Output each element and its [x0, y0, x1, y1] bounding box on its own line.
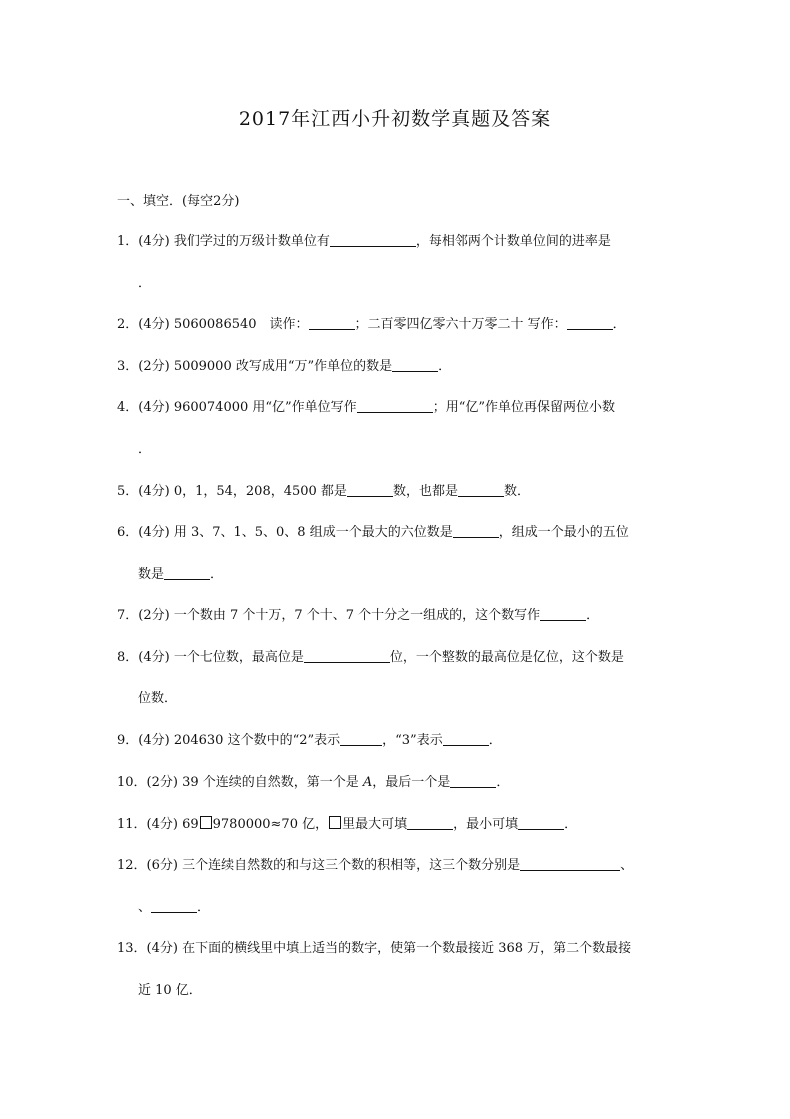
question-text: 、	[620, 858, 634, 873]
question-text: 2．(4分) 5060086540 读作：	[117, 317, 309, 332]
question-text: ．	[197, 900, 211, 915]
answer-blank	[567, 317, 613, 330]
question-text: 1．(4分) 我们学过的万级计数单位有	[117, 234, 330, 249]
answer-blank	[450, 775, 496, 788]
page-title: 2017年江西小升初数学真题及答案	[238, 108, 552, 130]
answer-blank	[443, 733, 489, 746]
question-12	[117, 858, 633, 874]
question-text: 数是	[138, 567, 165, 582]
answer-blank	[309, 317, 355, 330]
question-13	[117, 941, 631, 957]
question-11	[117, 816, 577, 833]
answer-blank	[164, 567, 210, 580]
question-text: 7．(2分) 一个数由 7 个十万，7 个十、7 个十分之一组成的，这个数写作	[117, 608, 541, 623]
question-text: ．	[138, 442, 152, 457]
question-7	[117, 608, 599, 624]
question-text: 位，一个整数的最高位是亿位，这个数是	[389, 650, 624, 665]
question-text: 8．(4分) 一个七位数，最高位是	[117, 650, 304, 665]
answer-blank	[540, 608, 586, 621]
question-text: ，最后一个是	[372, 775, 451, 790]
question-5	[117, 484, 530, 500]
empty-box-icon	[329, 816, 341, 829]
section-heading: 一、填空．(每空2分)	[117, 194, 240, 209]
question-text: 里最大可填	[342, 817, 408, 832]
question-text: ．	[138, 276, 152, 291]
question-text: ．	[496, 775, 510, 790]
question-10	[117, 775, 509, 791]
question-text: ．	[488, 733, 502, 748]
question-6	[117, 525, 629, 541]
question-text: 4．(4分) 960074000 用“亿”作单位写作	[117, 400, 357, 415]
question-text: 13．(4分) 在下面的横线里中填上适当的数字，使第一个数最接近 368 万，第二个数最接	[117, 941, 632, 956]
question-text: 5．(4分) 0，1，54，208，4500 都是	[117, 484, 347, 499]
question-text: ．	[586, 608, 600, 623]
question-text: 数，也都是	[392, 484, 458, 499]
question-12-cont	[138, 900, 210, 916]
answer-blank	[520, 858, 620, 871]
empty-box-icon	[200, 816, 212, 829]
question-text: 11．(4分) 69	[117, 817, 199, 832]
answer-blank	[347, 484, 393, 497]
question-6-cont	[138, 567, 223, 583]
question-text: 数．	[503, 484, 530, 499]
question-text: 12．(6分) 三个连续自然数的和与这三个数的积相等，这三个数分别是	[117, 858, 521, 873]
answer-blank	[304, 650, 390, 663]
question-1-cont	[138, 276, 151, 292]
question-text: ，“3”表示	[382, 733, 443, 748]
answer-blank	[453, 525, 499, 538]
question-2	[117, 317, 626, 333]
question-4	[117, 400, 615, 416]
variable-a: A	[362, 775, 373, 790]
answer-blank	[458, 484, 504, 497]
question-9	[117, 733, 502, 749]
question-text: 近 10 亿．	[138, 983, 202, 998]
question-13-cont	[138, 983, 202, 999]
question-8	[117, 650, 624, 666]
question-text: ，每相邻两个计数单位间的进率是	[415, 234, 611, 249]
question-text: ，组成一个最小的五位	[498, 525, 629, 540]
answer-blank	[340, 733, 382, 746]
question-text: ．	[438, 359, 452, 374]
answer-blank	[392, 359, 438, 372]
answer-blank	[518, 817, 564, 830]
answer-blank	[357, 400, 433, 413]
question-text: 6．(4分) 用 3、7、1、5、0、8 组成一个最大的六位数是	[117, 525, 453, 540]
question-text: 9．(4分) 204630 这个数中的“2”表示	[117, 733, 341, 748]
question-3	[117, 359, 451, 375]
question-1	[117, 234, 611, 250]
question-4-cont	[138, 442, 151, 458]
answer-blank	[407, 817, 453, 830]
question-text: 位数．	[138, 691, 178, 706]
answer-blank	[330, 234, 416, 247]
question-text: ；用“亿”作单位再保留两位小数	[432, 400, 615, 415]
question-text: ，最小可填	[453, 817, 519, 832]
question-text: 3．(2分) 5009000 改写成用“万”作单位的数是	[117, 359, 393, 374]
question-text: 、	[138, 900, 152, 915]
question-text: ．	[210, 567, 224, 582]
question-8-cont	[138, 691, 177, 707]
question-text: ；二百零四亿零六十万零二十 写作：	[354, 317, 567, 332]
question-text: 9780000≈70 亿，	[212, 817, 329, 832]
question-text: ．	[564, 817, 578, 832]
question-text: ．	[612, 317, 626, 332]
question-text: 10．(2分) 39 个连续的自然数，第一个是	[117, 775, 363, 790]
answer-blank	[151, 900, 197, 913]
